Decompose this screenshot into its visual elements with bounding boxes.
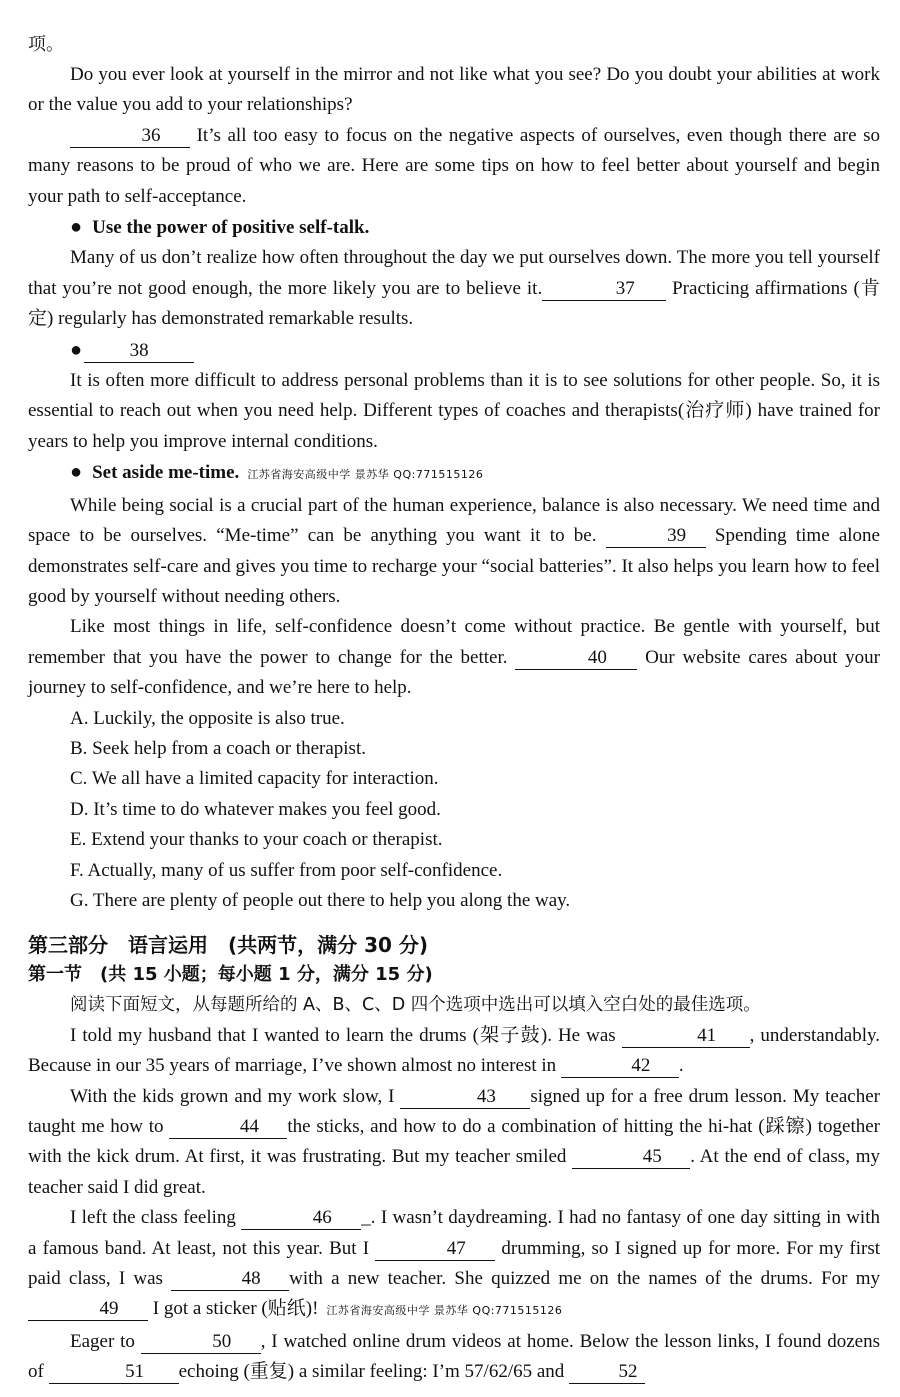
passage-paragraph-4 [28,366,880,457]
cloze-paragraph-1 [28,1021,880,1082]
blank-51[interactable]: 51 [49,1362,179,1384]
paragraph-text: Spending time alone demonstrates self-care and gives you time to recharge your “social batteries”. It also helps you learn how to feel good by yourself without needing others. [28,525,880,607]
paragraph-text: , I watched online drum videos at home. Below the lesson links, I found dozens of [28,1330,881,1383]
paragraph-text: . At the end of class, my teacher said I did great. [28,1146,880,1198]
passage-paragraph-2 [28,121,880,212]
paragraph-text: Eager to [70,1330,141,1352]
paragraph-text: It’s all too easy to focus on the negative aspects of ourselves, even though there are so many reasons to be proud of who we are. Here are some tips on how to feel better about yourself and begin your path to self-acceptance. [28,124,880,207]
watermark-text: 江苏省海安高级中学 景苏华 QQ:771515126 [247,468,484,482]
heading-text: Set aside me-time. [92,462,240,484]
paragraph-text: It is often more difficult to address personal problems than it is to see solutions for other people. So, it is essential to reach out when you need help. Different types of coaches and therapists(治疗师) have trained for years to help you improve internal conditions. [28,370,880,452]
passage-paragraph-6 [28,612,880,703]
cloze-paragraph-3 [28,1203,880,1327]
instruction-text: 阅读下面短文，从每题所给的 A、B、C、D 四个选项中选出可以填入空白处的最佳选项。 [70,995,761,1016]
tip-heading-3 [28,457,880,490]
paragraph-text: With the kids grown and my work slow, I [70,1085,401,1107]
cloze-paragraph-4 [28,1327,880,1388]
option-b[interactable]: B. Seek help from a coach or therapist. [70,737,366,759]
paragraph-text: Practicing affirmations (肯定) regularly has demonstrated remarkable results. [28,277,880,330]
blank-39[interactable]: 39 [606,526,706,548]
option-f[interactable]: F. Actually, many of us suffer from poor self-confidence. [70,859,503,881]
passage-paragraph-3 [28,243,880,334]
paragraph-text: I told my husband that I wanted to learn the drums (架子鼓). He was [70,1024,622,1046]
tip-heading-2 [28,335,880,366]
blank-52[interactable]: 52 [569,1362,645,1384]
bullet-icon: ● [70,461,83,484]
paragraph-text: Like most things in life, self-confidence doesn’t come without practice. Be gentle with yourself, but remember that you have the power to change for the better. [28,616,880,668]
paragraph-text: with a new teacher. She quizzed me on the names of the drums. For my [289,1268,880,1290]
paragraph-text: I left the class feeling [70,1207,242,1229]
blank-47[interactable]: 47 [375,1239,495,1261]
passage-paragraph-1 [28,60,880,121]
document-page [28,30,880,1388]
blank-40[interactable]: 40 [515,648,637,670]
paragraph-text: , understandably. Because in our 35 years of marriage, I’ve shown almost no interest in [28,1024,880,1077]
bullet-icon: ● [70,216,83,239]
paragraph-text: drumming, so I signed up for more. For my first paid class, I was [28,1237,880,1290]
blank-45[interactable]: 45 [572,1147,690,1169]
blank-46[interactable]: 46 [241,1208,361,1230]
paragraph-text: signed up for a free drum lesson. My teacher taught me how to [28,1085,880,1137]
blank-44[interactable]: 44 [169,1117,287,1139]
paragraph-text: Do you ever look at yourself in the mirror and not like what you see? Do you doubt your abilities at work or the value you add to your relationships? [28,64,880,116]
section1-title: 第一节 (共 15 小题；每小题 1 分，满分 15 分) [28,964,433,986]
option-g[interactable]: G. There are plenty of people out there to help you along the way. [70,889,571,911]
blank-48[interactable]: 48 [171,1269,289,1291]
blank-49[interactable]: 49 [28,1299,148,1321]
paragraph-text: I got a sticker (贴纸)! [148,1298,319,1320]
paragraph-text: echoing (重复) a similar feeling: I’m 57/62/65 and [178,1361,570,1383]
blank-36[interactable]: 36 [70,126,190,148]
tip-heading-1 [28,212,880,243]
paragraph-text: Our website cares about your journey to self-confidence, and we’re here to help. [28,646,880,699]
heading-text: Use the power of positive self-talk. [92,217,370,239]
paragraph-text: the sticks, and how to do a combination of hitting the hi-hat (踩镲) together with the kick drum. At first, it was frustrating. But my teacher smiled [28,1116,881,1168]
blank-37[interactable]: 37 [542,279,666,301]
blank-42[interactable]: 42 [561,1056,679,1078]
option-a[interactable]: A. Luckily, the opposite is also true. [70,707,345,729]
paragraph-text: _. I wasn’t daydreaming. I had no fantasy of one day sitting in with a famous band. At least, not this year. But I [28,1207,880,1259]
paragraph-text: While being social is a crucial part of the human experience, balance is also necessary. We need time and space to be ourselves. “Me-time” can be anything you want it to be. [28,494,880,547]
options-list [28,704,880,917]
blank-41[interactable]: 41 [622,1026,750,1048]
option-c[interactable]: C. We all have a limited capacity for interaction. [70,768,439,790]
blank-38[interactable]: 38 [84,341,194,363]
part3-title: 第三部分 语言运用 (共两节，满分 30 分) [28,933,429,958]
passage-paragraph-5 [28,491,880,613]
option-d[interactable]: D. It’s time to do whatever makes you feel good. [70,798,441,820]
watermark-text: 江苏省海安高级中学 景苏华 QQ:771515126 [326,1304,563,1318]
blank-43[interactable]: 43 [400,1087,530,1109]
option-e[interactable]: E. Extend your thanks to your coach or therapist. [70,829,443,851]
paragraph-text: Many of us don’t realize how often throughout the day we put ourselves down. The more you tell yourself that you’re not good enough, the more likely you are to believe it. [28,247,880,299]
cloze-paragraph-2 [28,1082,880,1204]
blank-50[interactable]: 50 [141,1332,261,1354]
bullet-icon: ● [70,338,83,361]
top-fragment: 项。 [28,34,64,55]
paragraph-text: . [678,1055,684,1077]
